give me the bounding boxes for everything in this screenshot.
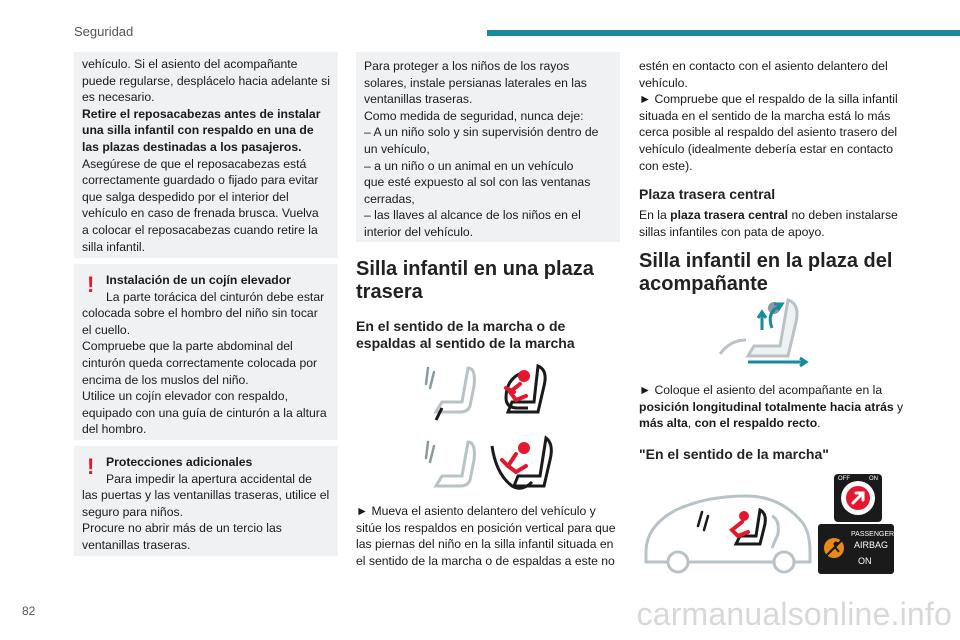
text-line: – las llaves al alcance de los niños en el: [364, 208, 581, 223]
text-line: – a un niño o un animal en un vehículo: [364, 158, 574, 173]
warning-title: Instalación de un cojín elevador: [106, 273, 291, 287]
text-line: Utilice un cojín elevador con respaldo,: [82, 389, 288, 404]
rear-facing-seat-illustration: [398, 432, 558, 498]
airbag-label-line2: AIRBAG: [854, 540, 889, 550]
subsection-heading: "En el sentido de la marcha": [639, 445, 829, 462]
text-line: a colocar el reposacabezas cuando retire la: [82, 222, 318, 237]
text-line: ► Coloque el asiento del acompañante en la: [639, 383, 883, 397]
text-line: [639, 207, 909, 224]
text-line: el cuello.: [82, 322, 131, 337]
section-title: Seguridad: [74, 24, 134, 39]
text-line: las piernas del niño en la silla infantil situada en: [356, 537, 614, 552]
text-line: que esté expuesto al sol con las ventanas: [364, 175, 591, 190]
text-line: Retire el reposacabezas antes de instalar: [82, 106, 321, 121]
text-line: Procure no abrir más de un tercio las: [82, 521, 282, 536]
subsection-heading: [356, 318, 620, 352]
forward-facing-seat-illustration: [398, 362, 558, 424]
switch-off-label: OFF: [838, 476, 850, 482]
text-line: Para proteger a los niños de los rayos: [364, 59, 570, 73]
passenger-airbag-indicator: [818, 524, 894, 574]
text-fragment: ,: [687, 416, 695, 431]
section-accent-bar: [487, 30, 960, 36]
text-fragment: plaza trasera central: [670, 208, 789, 223]
text-line: las puertas y las ventanillas traseras, utilice el: [82, 488, 330, 503]
text-fragment: posición longitudinal totalmente hacia atrás: [639, 399, 894, 414]
heading-line: acompañante: [639, 273, 768, 296]
subsection-heading: Plaza trasera central: [639, 186, 776, 203]
switch-on-label: ON: [869, 476, 878, 482]
text-line: correctamente guardado o fijado para evitar: [82, 173, 319, 188]
text-line: Para impedir la apertura accidental de: [106, 471, 312, 486]
text-fragment: más alta: [639, 416, 688, 431]
text-line: vehículo.: [639, 75, 688, 90]
heading-line: En el sentido de la marcha o de: [356, 318, 566, 334]
car-child-seat-illustration: [642, 492, 814, 574]
text-line: interior del vehículo.: [364, 224, 474, 239]
warning-box-protection: [74, 446, 338, 556]
text-line: seguro para niños.: [82, 504, 183, 519]
heading-line: trasera: [356, 281, 423, 303]
text-fragment: En la: [639, 208, 671, 223]
text-fragment: .: [817, 416, 821, 431]
section-heading: [356, 258, 620, 304]
text-line: – A un niño solo y sin supervisión dentro de: [364, 125, 599, 140]
text-line: cerca posible al respaldo del asiento trasero del: [639, 125, 898, 140]
text-line: una silla infantil con respaldo en una de: [82, 123, 314, 138]
text-line: Asegúrese de que el reposacabezas está: [82, 156, 307, 171]
text-line: cerradas,: [364, 191, 415, 206]
warning-title: Protecciones adicionales: [106, 455, 253, 469]
text-line: [639, 415, 909, 432]
heading-line: Silla infantil en la plaza del: [639, 250, 893, 273]
airbag-off-icon: [822, 536, 846, 560]
text-line: del hombro.: [82, 422, 147, 437]
text-line: puede regularse, desplácelo hacia adelante si: [82, 73, 330, 88]
text-line: situada en el sentido de la marcha está lo más: [639, 108, 891, 123]
text-line: con este).: [639, 158, 693, 173]
text-line: sitúe los respaldos en posición vertical para que: [356, 520, 616, 535]
text-line: colocada sobre el hombro del niño sin tocar: [82, 306, 318, 321]
text-line: Compruebe que la parte abdominal del: [82, 339, 293, 354]
text-line: estén en contacto con el asiento delantero del: [639, 59, 888, 73]
heading-line: Silla infantil en una plaza: [356, 258, 594, 280]
airbag-label-line1: PASSENGER: [851, 531, 895, 538]
text-line: [639, 399, 909, 416]
text-line: Como medida de seguridad, nunca deje:: [364, 108, 584, 123]
text-line: ventanillas traseras.: [82, 537, 191, 552]
airbag-switch-icon: [834, 474, 882, 522]
text-line: encima de los muslos del niño.: [82, 372, 249, 387]
warning-icon: !: [87, 272, 95, 297]
text-line: vehículo en caso de frenada brusca. Vuelva: [82, 206, 319, 221]
text-line: cinturón queda correctamente colocada por: [82, 355, 318, 370]
info-box-headrest: [74, 52, 338, 258]
heading-line: espaldas al sentido de la marcha: [356, 335, 575, 351]
airbag-state: ON: [858, 556, 872, 566]
passenger-seat-adjust-illustration: [704, 296, 814, 374]
text-line: ► Mueva el asiento delantero del vehículo y: [356, 504, 596, 518]
text-line: solares, instale persianas laterales en las: [364, 75, 587, 90]
watermark: carmanualsonline.info: [636, 596, 952, 632]
text-line: es necesario.: [82, 90, 155, 105]
text-line: equipado con una guía de cinturón a la altura: [82, 405, 327, 420]
section-heading: [639, 250, 909, 296]
text-fragment: y: [893, 399, 904, 414]
text-line: las plazas destinadas a los pasajeros.: [82, 139, 302, 154]
text-line: ► Compruebe que el respaldo de la silla infantil: [639, 92, 898, 107]
text-line: el sentido de la marcha o de espaldas a este no: [356, 553, 615, 568]
text-line: vehículo (idealmente debería estar en contacto: [639, 141, 894, 156]
text-line: ventanillas traseras.: [364, 92, 473, 107]
warning-box-booster: [74, 264, 338, 440]
text-line: La parte torácica del cinturón debe estar: [106, 289, 325, 304]
text-line: un vehículo,: [364, 141, 430, 156]
info-box-sun-safety: [356, 52, 620, 242]
text-line: vehículo. Si el asiento del acompañante: [82, 57, 298, 71]
text-line: silla infantil.: [82, 239, 145, 254]
page-number: 82: [22, 604, 36, 618]
text-line: sillas infantiles con pata de apoyo.: [639, 224, 825, 239]
text-fragment: con el respaldo recto: [694, 416, 818, 431]
text-line: que salga despedido por el interior del: [82, 189, 289, 204]
warning-icon: !: [87, 454, 95, 479]
text-fragment: no deben instalarse: [788, 208, 898, 223]
